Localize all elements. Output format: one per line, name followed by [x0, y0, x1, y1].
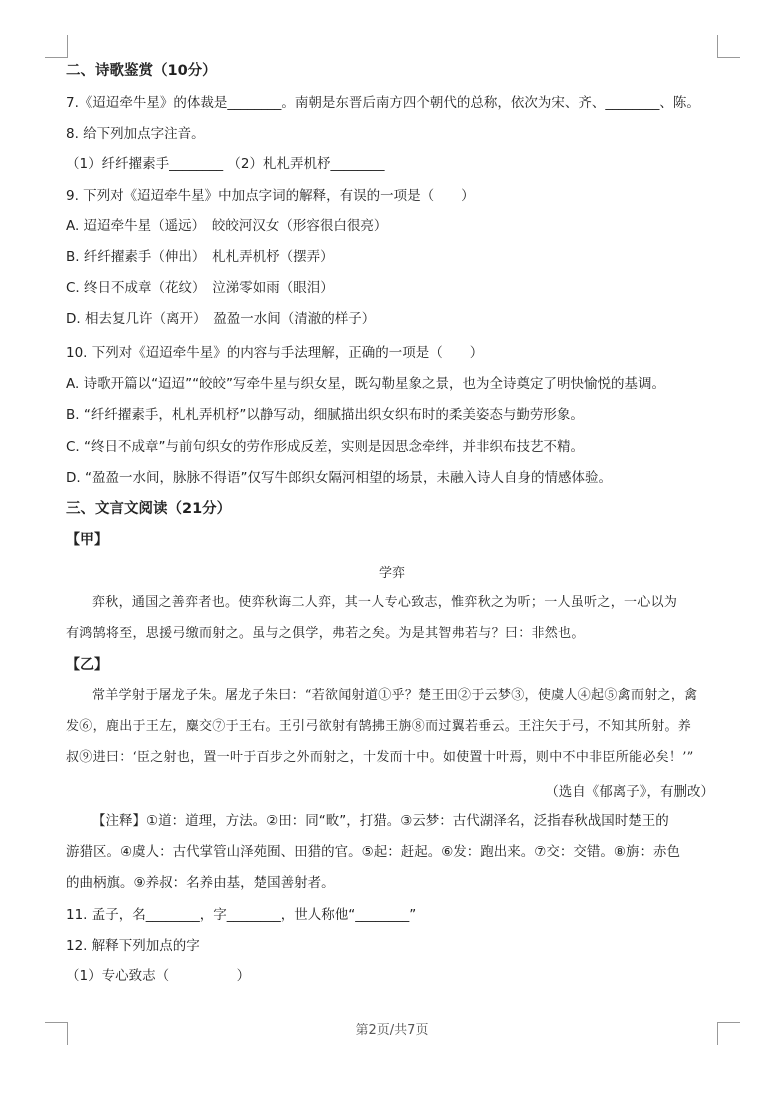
question-9-option-a: A. 迢迢牵牛星（遥远） 皎皎河汉女（形容很白很亮）: [66, 218, 388, 234]
question-9: 9. 下列对《迢迢牵牛星》中加点字词的解释，有误的一项是（ ）: [66, 188, 475, 204]
question-10-option-b: B. “纤纤擢素手，札札弄机杼”以静写动，细腻描出织女织布时的柔美姿态与勤劳形象。: [66, 407, 584, 423]
passage-jia-label: 【甲】: [66, 532, 108, 548]
question-8: 8. 给下列加点字注音。: [66, 126, 205, 142]
passage-source: （选自《郁离子》，有删改）: [545, 784, 714, 800]
question-10-option-a: A. 诗歌开篇以“迢迢”“皎皎”写牵牛星与织女星，既勾勒星象之景，也为全诗奠定了明快愉悦的基调。: [66, 376, 666, 392]
passage-yi-line-1: 常羊学射于屠龙子朱。屠龙子朱曰：“若欲闻射道①乎？楚王田②于云梦③，使虞人④起⑤禽而射之，禽: [92, 688, 698, 703]
passage-yi-label: 【乙】: [66, 657, 108, 673]
question-10-option-c: C. “终日不成章”与前句织女的劳作形成反差，实则是因思念牵绊，并非织布技艺不精。: [66, 439, 584, 455]
question-10: 10. 下列对《迢迢牵牛星》的内容与手法理解，正确的一项是（ ）: [66, 345, 484, 361]
question-9-option-b: B. 纤纤擢素手（伸出） 札札弄机杼（摆弄）: [66, 249, 334, 265]
passage-jia-line-2: 有鸿鹄将至，思援弓缴而射之。虽与之俱学，弗若之矣。为是其智弗若与？曰：非然也。: [66, 626, 585, 641]
question-7: 7.《迢迢牵牛星》的体裁是________。南朝是东晋后南方四个朝代的总称，依次为宋、齐、________、陈。: [66, 95, 700, 111]
passage-jia-title: 学弈: [378, 566, 405, 581]
question-9-option-c: C. 终日不成章（花纹） 泣涕零如雨（眼泪）: [66, 280, 334, 296]
question-12-item-1: （1）专心致志（ ）: [66, 968, 251, 984]
notes-line-2: 游猎区。④虞人：古代掌管山泽苑囿、田猎的官。⑤起：赶起。⑥发：跑出来。⑦交：交错。⑧旃：赤色: [66, 844, 681, 860]
section3-heading: 三、文言文阅读（21分）: [66, 501, 232, 517]
crop-mark-top-left: [45, 35, 68, 58]
section2-heading: 二、诗歌鉴赏（10分）: [66, 63, 217, 79]
crop-mark-top-right: [717, 35, 740, 58]
passage-jia-line-1: 弈秋，通国之善弈者也。使弈秋诲二人弈，其一人专心致志，惟弈秋之为听；一人虽听之，一心以为: [92, 595, 678, 610]
question-11: 11. 孟子，名________，字________，世人称他“________”: [66, 907, 417, 923]
notes-line-3: 的曲柄旗。⑨养叔：名养由基，楚国善射者。: [66, 875, 335, 891]
passage-yi-line-2: 发⑥，鹿出于王左，麋交⑦于王右。王引弓欲射有鹄拂王旃⑧而过翼若垂云。王注矢于弓，不知其所射。养: [66, 719, 692, 734]
question-9-option-d: D. 相去复几许（离开） 盈盈一水间（清澈的样子）: [66, 311, 376, 327]
page-number: 第2页/共7页: [355, 1023, 429, 1038]
passage-yi-line-3: 叔⑨进曰：‘臣之射也，置一叶于百步之外而射之，十发而十中。如使置十叶焉，则中不中非臣所能必矣！’”: [66, 750, 694, 765]
question-12: 12. 解释下列加点的字: [66, 938, 200, 954]
question-10-option-d: D. “盈盈一水间，脉脉不得语”仅写牛郎织女隔河相望的场景，未融入诗人自身的情感体验。: [66, 470, 612, 486]
question-8-items: （1）纤纤擢素手________ （2）札札弄机杼________: [66, 156, 385, 172]
notes-line-1: 【注释】①道：道理，方法。②田：同“畋”，打猎。③云梦：古代湖泽名，泛指春秋战国时楚王的: [92, 813, 669, 829]
